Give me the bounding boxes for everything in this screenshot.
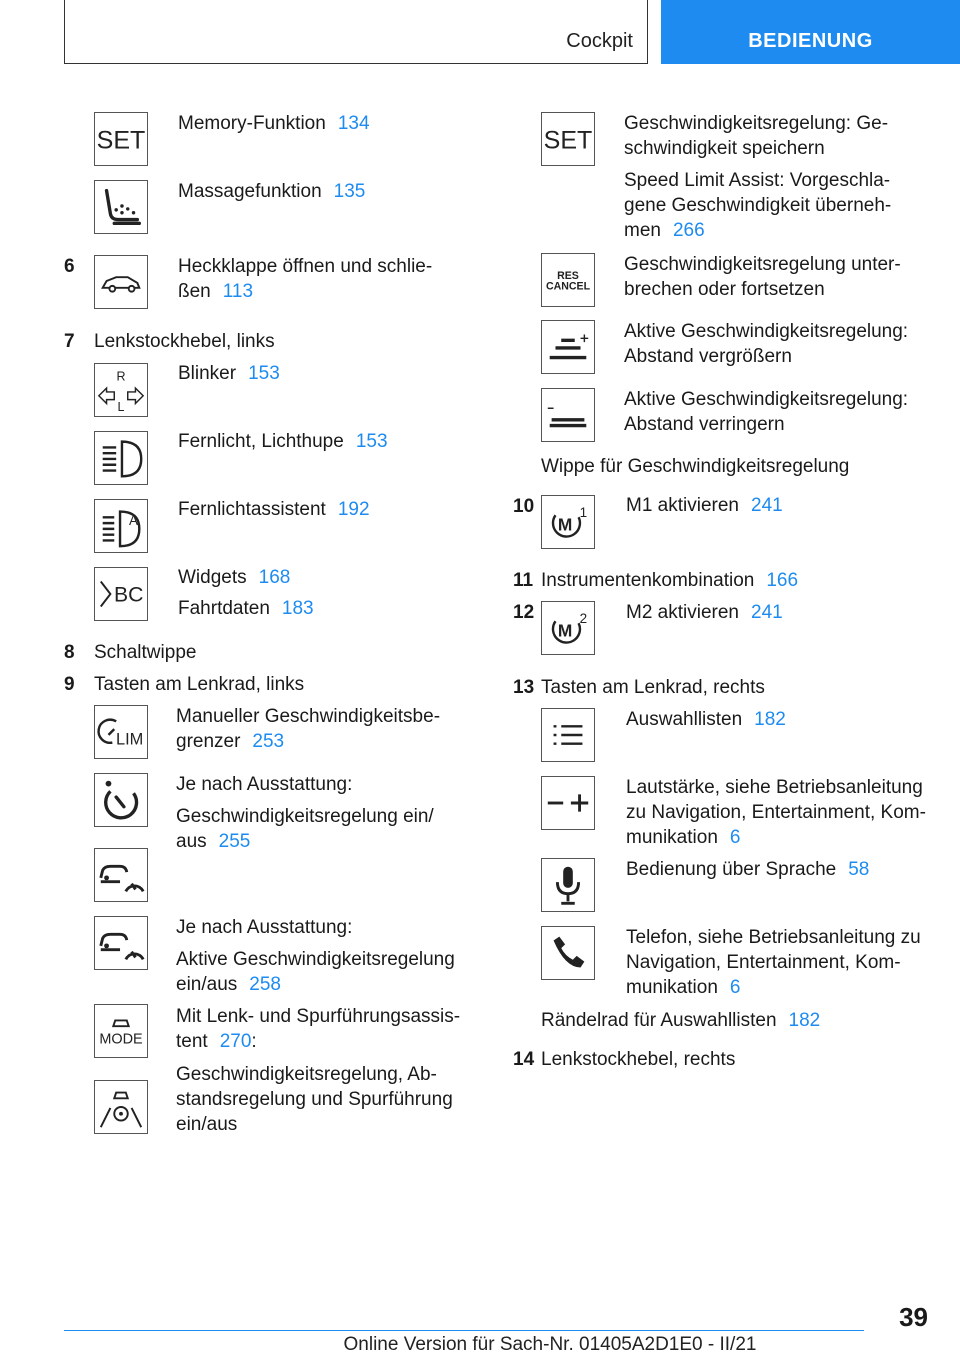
page-ref[interactable]: 58 bbox=[848, 859, 870, 880]
page-ref[interactable]: 182 bbox=[754, 709, 786, 730]
page-ref[interactable]: 253 bbox=[252, 731, 285, 752]
svg-text:A: A bbox=[129, 513, 139, 529]
trip-data-text: Fahrtdaten 183 bbox=[178, 598, 314, 619]
distance-decrease-icon bbox=[541, 388, 595, 442]
m1-icon bbox=[541, 495, 595, 549]
svg-text:SET: SET bbox=[543, 126, 593, 155]
microphone-icon bbox=[541, 858, 595, 912]
m2-icon bbox=[541, 601, 595, 655]
high-beam-icon bbox=[94, 431, 148, 485]
page-ref[interactable]: 192 bbox=[337, 499, 370, 520]
item-number-10: 10 bbox=[513, 496, 535, 517]
distance-increase-icon bbox=[541, 320, 595, 374]
massage-function-text: Massagefunktion 135 bbox=[178, 181, 366, 202]
heading-steering-buttons-left: Tasten am Lenkrad, links bbox=[94, 674, 305, 695]
distance-increase-text: Aktive Geschwindigkeitsregelung: Abstand vergrößern bbox=[624, 321, 909, 367]
item-number-14: 14 bbox=[513, 1049, 535, 1070]
page-ref[interactable]: 183 bbox=[281, 598, 314, 619]
chapter-tab-label: BEDIENUNG bbox=[748, 30, 873, 52]
active-cruise-icon bbox=[94, 848, 148, 902]
phone-icon bbox=[541, 926, 595, 980]
turn-signal-icon bbox=[94, 363, 148, 417]
turn-signal-text: Blinker 153 bbox=[178, 363, 280, 384]
page-ref[interactable]: 241 bbox=[751, 495, 783, 516]
page-ref[interactable]: 255 bbox=[218, 831, 251, 852]
instrument-cluster-text: Instrumentenkombination 166 bbox=[541, 570, 799, 591]
high-beam-assistant-icon bbox=[94, 499, 148, 553]
active-cruise-icon-2 bbox=[94, 916, 148, 970]
volume-icon bbox=[541, 776, 595, 830]
page-ref[interactable]: 270 bbox=[219, 1031, 252, 1052]
set-icon-text: SET bbox=[96, 126, 146, 155]
page-ref[interactable]: 6 bbox=[729, 977, 741, 998]
header-box bbox=[64, 0, 648, 64]
svg-text:R: R bbox=[116, 369, 126, 384]
footer-divider bbox=[64, 1330, 864, 1331]
cruise-control-text-2: Geschwindigkeitsregelung ein/ aus 255 bbox=[176, 806, 434, 852]
heading-steering-buttons-right: Tasten am Lenkrad, rechts bbox=[541, 677, 765, 698]
heading-turn-stalk-right: Lenkstockhebel, rechts bbox=[541, 1049, 736, 1070]
tailgate-icon bbox=[94, 255, 148, 309]
page-ref[interactable]: 153 bbox=[355, 431, 388, 452]
svg-text:M: M bbox=[557, 620, 573, 641]
svg-text:L: L bbox=[117, 400, 125, 415]
speed-limiter-text: Manueller Geschwindigkeitsbe- grenzer 253 bbox=[176, 706, 441, 752]
memory-function-text: Memory-Funktion 134 bbox=[178, 113, 370, 134]
svg-text:LIM: LIM bbox=[116, 730, 144, 749]
active-cruise-text-2: Aktive Geschwindigkeitsregelung ein/aus 258 bbox=[176, 949, 455, 995]
svg-text:BC: BC bbox=[113, 583, 144, 607]
lane-assist-text: Geschwindigkeitsregelung, Ab- standsregelung und Spurführung ein/aus bbox=[176, 1064, 453, 1135]
active-cruise-text-1: Je nach Ausstattung: bbox=[176, 917, 353, 938]
speed-limiter-icon bbox=[94, 705, 148, 759]
footer-text: Online Version für Sach-Nr. 01405A2D1E0 - II/21 bbox=[343, 1334, 757, 1355]
cruise-control-icon bbox=[94, 773, 148, 827]
page-number: 39 bbox=[899, 1302, 928, 1332]
svg-text:2: 2 bbox=[579, 611, 588, 627]
list-icon bbox=[541, 708, 595, 762]
page-ref[interactable]: 113 bbox=[222, 281, 254, 302]
chapter-tab[interactable] bbox=[661, 0, 960, 64]
item-number-13: 13 bbox=[513, 677, 535, 698]
item-number-11: 11 bbox=[513, 570, 534, 591]
item-number-12: 12 bbox=[513, 602, 535, 623]
distance-decrease-text: Aktive Geschwindigkeitsregelung: Abstand verringern bbox=[624, 389, 909, 435]
volume-text: Lautstärke, siehe Betriebsanleitung zu Navigation, Entertainment, Kom- munikation 6 bbox=[626, 777, 926, 848]
heading-turn-stalk-left: Lenkstockhebel, links bbox=[94, 331, 275, 352]
page-ref[interactable]: 258 bbox=[249, 974, 281, 995]
high-beam-assistant-text: Fernlichtassistent 192 bbox=[178, 499, 370, 520]
m2-text: M2 aktivieren 241 bbox=[626, 602, 783, 623]
widgets-text: Widgets 168 bbox=[178, 567, 291, 588]
item-number-6: 6 bbox=[64, 256, 75, 277]
selection-lists-text: Auswahllisten 182 bbox=[626, 709, 786, 730]
cruise-control-text-1: Je nach Ausstattung: bbox=[176, 774, 353, 795]
thumbwheel-text: Rändelrad für Auswahllisten 182 bbox=[541, 1010, 821, 1031]
svg-text:MODE: MODE bbox=[99, 1031, 143, 1048]
svg-text:1: 1 bbox=[579, 505, 588, 521]
high-beam-text: Fernlicht, Lichthupe 153 bbox=[178, 431, 388, 452]
item-number-7: 7 bbox=[64, 331, 75, 352]
page-ref[interactable]: 266 bbox=[672, 220, 705, 241]
cruise-rocker-text: Wippe für Geschwindigkeitsregelung bbox=[541, 456, 850, 477]
massage-seat-icon bbox=[94, 180, 148, 234]
page-ref[interactable]: 168 bbox=[258, 567, 291, 588]
store-speed-text: Geschwindigkeitsregelung: Ge- schwindigkeit speichern bbox=[624, 113, 889, 159]
set-icon bbox=[94, 112, 148, 166]
voice-control-text: Bedienung über Sprache 58 bbox=[626, 859, 870, 880]
page-ref[interactable]: 134 bbox=[337, 113, 370, 134]
speed-limit-assist-text: Speed Limit Assist: Vorgeschla- gene Geschwindigkeit überneh- men 266 bbox=[624, 170, 892, 241]
bc-icon bbox=[94, 567, 148, 621]
page-ref[interactable]: 135 bbox=[333, 181, 366, 202]
set-speed-icon bbox=[541, 112, 595, 166]
heading-shift-paddle: Schaltwippe bbox=[94, 642, 197, 663]
section-title: Cockpit bbox=[566, 30, 633, 52]
lane-assist-icon bbox=[94, 1080, 148, 1134]
page-ref[interactable]: 241 bbox=[751, 602, 783, 623]
svg-text:RES: RES bbox=[557, 270, 579, 283]
item-number-9: 9 bbox=[64, 674, 75, 695]
steering-assistant-text: Mit Lenk- und Spurführungsassis- tent 270: bbox=[176, 1006, 461, 1052]
interrupt-cruise-text: Geschwindigkeitsregelung unter- brechen oder fortsetzen bbox=[624, 254, 901, 300]
page-ref[interactable]: 6 bbox=[729, 827, 741, 848]
res-cancel-icon bbox=[541, 253, 595, 307]
item-number-8: 8 bbox=[64, 642, 75, 663]
page-ref[interactable]: 153 bbox=[248, 363, 280, 384]
mode-icon bbox=[94, 1004, 148, 1058]
telephone-text: Telefon, siehe Betriebsanleitung zu Navigation, Entertainment, Kom- munikation 6 bbox=[626, 927, 921, 998]
m1-text: M1 aktivieren 241 bbox=[626, 495, 783, 516]
tailgate-text: Heckklappe öffnen und schlie- ßen 113 bbox=[178, 256, 433, 302]
page-ref[interactable]: 182 bbox=[788, 1010, 821, 1031]
svg-text:CANCEL: CANCEL bbox=[545, 280, 591, 293]
page-ref[interactable]: 166 bbox=[766, 570, 799, 591]
svg-text:M: M bbox=[557, 514, 573, 535]
